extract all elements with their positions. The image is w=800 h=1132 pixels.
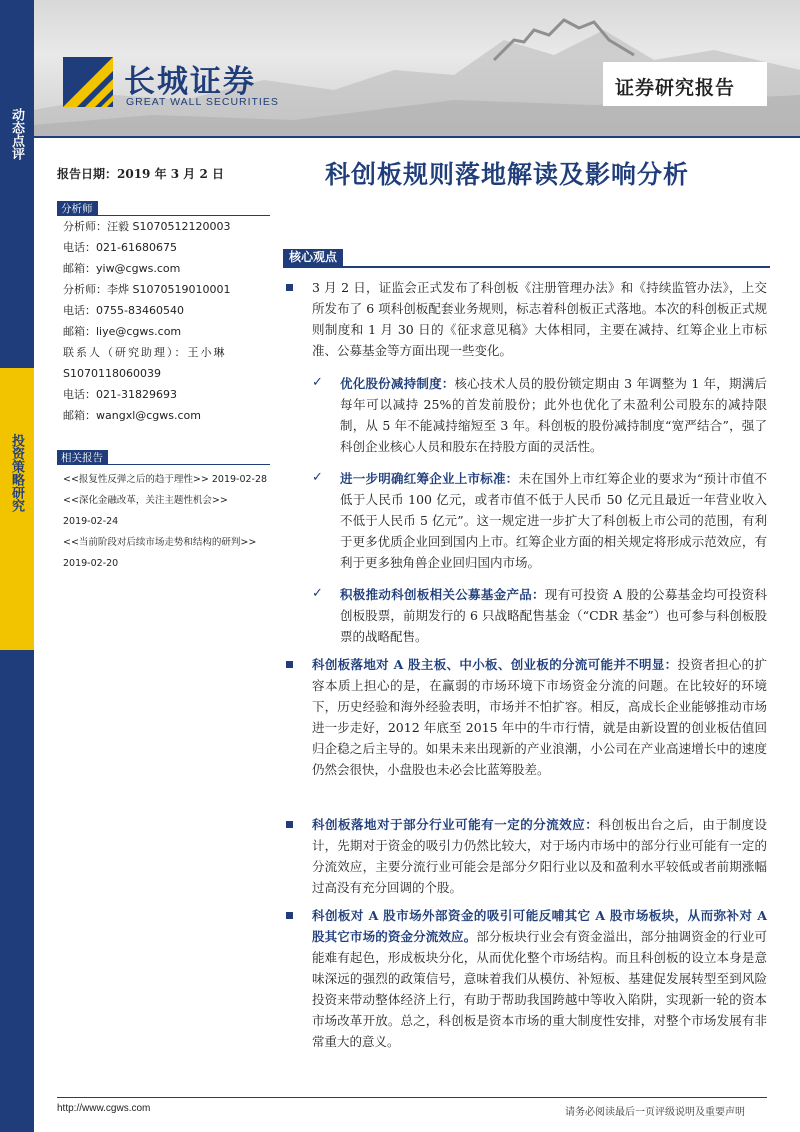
square-bullet-icon: [286, 912, 293, 919]
check-icon: ✓: [312, 375, 323, 390]
p4-text: 部分板块行业会有资金溢出，部分抽调资金的行业可能难有起色，形成板块分化，从而优化整个市场结构。而且科创板的设立本身是意味深远的强烈的政策信号，意味着我们从模仿、补短板、基建促发展转型至到风险投资来带动整体经济上行，有助于帮助我国跨越中等收入陷阱，实现新一轮的资本市场改革开放。总之，科创板是资本市场的重大制度性安排，对整个市场发展有非常重大的意义。: [312, 929, 767, 1049]
report-type: 证券研究报告: [615, 77, 736, 99]
core-paragraph-2: [312, 654, 767, 780]
sidebar-label-top: 动态点评: [9, 108, 24, 160]
analyst-line: 电话：021-31829693: [63, 388, 177, 401]
core-sub-1: [340, 373, 767, 457]
sub-2-bold: 进一步明确红筹企业上市标准：: [340, 471, 519, 486]
page-title: 科创板规则落地解读及影响分析: [325, 160, 690, 189]
square-bullet-icon: [286, 284, 293, 291]
analyst-line: 分析师：李烨 S1070519010001: [63, 283, 231, 296]
core-heading: 核心观点: [283, 249, 343, 266]
square-bullet-icon: [286, 661, 293, 668]
sub-1-text: 核心技术人员的股份锁定期由 3 年调整为 1 年，期满后每年可以减持 25%的首发前股份；此外也优化了未盈利公司股东的减持限制，从 5 年不能减持缩短至 3 年。科创板的股份减持制度“宽严结合”，强了科创企业核心人员和股东在持股方面的灵活性。: [340, 376, 767, 454]
core-sub-2: [340, 468, 767, 573]
logo-text-en: GREAT WALL SECURITIES: [126, 96, 279, 108]
p2-bold: 科创板落地对 A 股主板、中小板、创业板的分流可能并不明显：: [312, 657, 678, 672]
analyst-line: 联系人（研究助理）：王小琳: [63, 346, 227, 359]
left-sidebar: [0, 0, 34, 1132]
footer-rule: [57, 1097, 767, 1098]
core-paragraph-1: 3 月 2 日，证监会正式发布了科创板《注册管理办法》和《持续监管办法》，上交所发布了 6 项科创板配套业务规则，标志着科创板正式落地。本次的科创板正式规则制度和 1 月 30 日的《征求意见稿》大体相同，主要在减持、红筹企业上市标准、公募基金等方面出现一些变化。: [312, 280, 767, 358]
check-icon: ✓: [312, 470, 323, 485]
sub-3-bold: 积极推动科创板相关公募基金产品：: [340, 587, 545, 602]
header-rule: [34, 136, 800, 138]
analyst-line[interactable]: 邮箱：liye@cgws.com: [63, 325, 182, 338]
p2-text: 投资者担心的扩容本质上担心的是，在赢弱的市场环境下市场资金分流的问题。在比较好的环境下，历史经验和海外经验表明，市场并不怕扩容。相反，高成长企业能够推动市场进一步走好，2012 年底至 2015 年中的牛市行情，就是由新设置的创业板估值回归企稳之后主导的。如果未来出现新的产业浪潮，小公司在产业高速增长中的速度仍然会很快，小盘股也未必会比蓝筹股差。: [312, 657, 767, 777]
report-date: 报告日期：2019 年 3 月 2 日: [57, 167, 224, 181]
related-report-date: 2019-02-24: [63, 516, 119, 527]
sub-3-text: 现有可投资 A 股的公募基金均可投资科创板股票，前期发行的 6 只战略配售基金（“CDR 基金”）也可参与科创板股票的战略配售。: [340, 587, 767, 644]
core-paragraph-3: [312, 814, 767, 898]
analyst-line: 电话：021-61680675: [63, 241, 177, 254]
related-rule: [57, 464, 270, 465]
related-heading: 相关报告: [57, 450, 108, 465]
related-report-link[interactable]: <<深化金融改革，关注主题性机会>>: [63, 495, 228, 506]
p4-bold: 科创板对 A 股市场外部资金的吸引可能反哺其它 A 股市场板块，从而弥补对 A 股其它市场的资金分流效应。: [312, 908, 767, 944]
related-report-link[interactable]: <<报复性反弹之后的趋于理性>> 2019-02-28: [63, 474, 268, 485]
sub-2-text: 未在国外上市红筹企业的要求为“预计市值不低于人民币 100 亿元，或者市值不低于人民币 50 亿元且最近一年营业收入不低于人民币 5 亿元”。这一规定进一步扩大了科创板上市公司的范围，有利于更多优质企业回到国内上市。红筹企业方面的相关规定将形成示范效应，有利于更多独角兽企业回归国内市场。: [340, 471, 767, 570]
analyst-line: 电话：0755-83460540: [63, 304, 184, 317]
analyst-line[interactable]: 邮箱：yiw@cgws.com: [63, 262, 181, 275]
analyst-line[interactable]: 邮箱：wangxl@cgws.com: [63, 409, 202, 422]
related-report-date: 2019-02-20: [63, 558, 119, 569]
core-sub-3: [340, 584, 767, 647]
related-report-link[interactable]: <<当前阶段对后续市场走势和结构的研判>>: [63, 537, 257, 548]
analyst-rule: [57, 215, 270, 216]
analyst-heading: 分析师: [57, 201, 98, 216]
core-rule: [283, 266, 770, 268]
logo-text-cn: 长城证券: [124, 64, 256, 100]
core-paragraph-4: [312, 905, 767, 1052]
analyst-line: 分析师：汪毅 S1070512120003: [63, 220, 231, 233]
p3-text: 科创板出台之后，由于制度设计，先期对于资金的吸引力仍然比较大，对于场内市场中的部分行业可能有一定的分流效应，主要分流行业可能会是部分夕阳行业以及和盈利水平较低或者前期涨幅过高没有充分回调的个股。: [312, 817, 767, 895]
footer-url[interactable]: http://www.cgws.com: [57, 1103, 151, 1114]
p3-bold: 科创板落地对于部分行业可能有一定的分流效应：: [312, 817, 599, 832]
logo-icon: [63, 57, 113, 107]
footer-note: 请务必阅读最后一页评级说明及重要声明: [565, 1107, 745, 1118]
square-bullet-icon: [286, 821, 293, 828]
sidebar-label-mid: 投资策略研究: [9, 434, 24, 512]
analyst-line: S1070118060039: [63, 367, 161, 380]
sub-1-bold: 优化股份减持制度：: [340, 376, 455, 391]
check-icon: ✓: [312, 586, 323, 601]
